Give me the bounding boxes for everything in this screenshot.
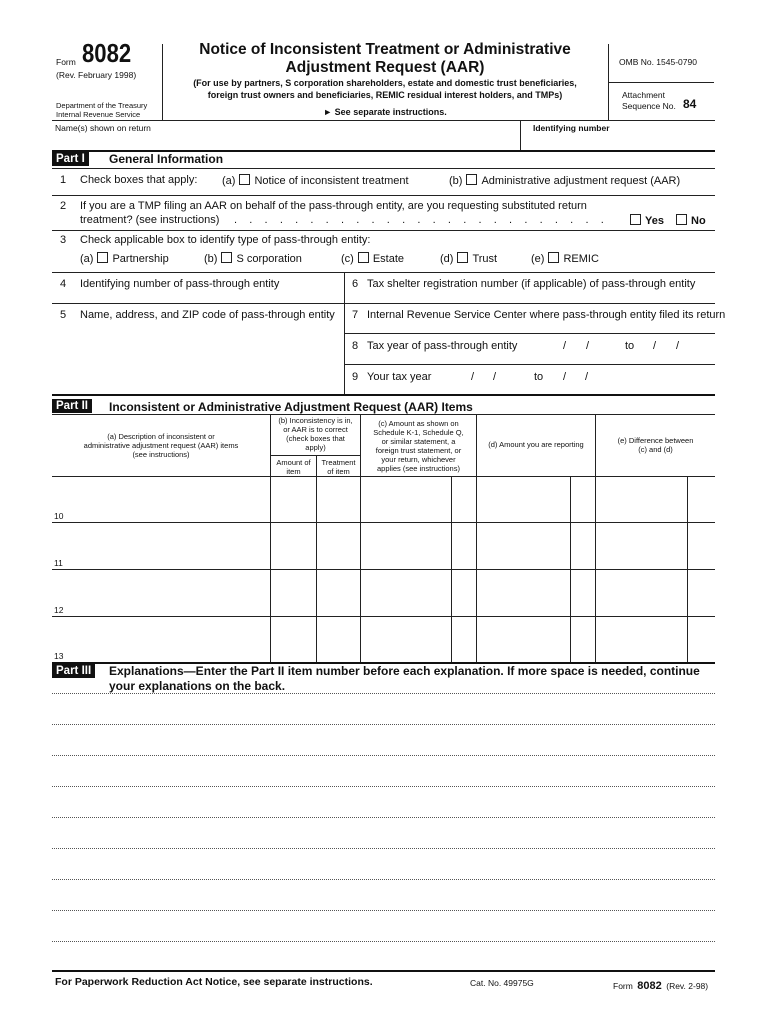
line3a-label: Partnership: [112, 253, 169, 265]
line1b-letter: (b): [449, 175, 463, 187]
part2-badge: Part II: [52, 399, 92, 413]
agency-line: Internal Revenue Service: [56, 110, 141, 119]
sequence-number: 84: [683, 97, 697, 111]
line9-date-separator: /: [585, 371, 589, 383]
explanation-line[interactable]: [52, 879, 715, 880]
col-b2-header: Treatment of item: [321, 458, 356, 476]
line1a-checkbox[interactable]: [239, 174, 250, 185]
attachment-label: Attachment: [622, 90, 665, 100]
line2-text2: treatment? (see instructions): [80, 214, 220, 226]
part1-badge: Part I: [52, 152, 89, 166]
col-c-header: (c) Amount as shown on Schedule K-1, Schedule Q, or similar statement, a foreign trust statement, or your return, whichever applies (see instructions): [373, 419, 464, 473]
names-input[interactable]: [54, 134, 516, 149]
line2-no-checkbox[interactable]: [676, 214, 687, 225]
line3-text: Check applicable box to identify type of pass-through entity:: [80, 234, 371, 246]
line1-text: Check boxes that apply:: [80, 174, 198, 186]
explanation-line[interactable]: [52, 941, 715, 942]
line2-number: 2: [60, 200, 67, 212]
line5-text: Name, address, and ZIP code of pass-through entity: [80, 309, 335, 321]
line8-date-separator: /: [586, 340, 590, 352]
row-number: 12: [54, 605, 64, 615]
line9-to: to: [534, 371, 544, 383]
line3c-label: Estate: [372, 253, 405, 265]
line1a-label: Notice of inconsistent treatment: [254, 175, 409, 187]
line1a-letter: (a): [222, 175, 236, 187]
omb-number: OMB No. 1545-0790: [619, 57, 697, 67]
line4-number: 4: [60, 278, 67, 290]
col-a-header: (a) Description of inconsistent or administrative adjustment request (AAR) items (see instructions): [83, 432, 239, 459]
line2-yes-label: Yes: [645, 215, 664, 227]
line3b-checkbox[interactable]: [221, 252, 232, 263]
line8-text: Tax year of pass-through entity: [367, 340, 518, 352]
line9-date-separator: /: [493, 371, 497, 383]
line9-number: 9: [352, 371, 359, 383]
explanation-line[interactable]: [52, 693, 715, 694]
paperwork-notice: For Paperwork Reduction Act Notice, see separate instructions.: [55, 976, 373, 988]
line3b-label: S corporation: [236, 253, 302, 265]
identifying-number-label: Identifying number: [533, 123, 610, 133]
line4-text: Identifying number of pass-through entity: [80, 278, 280, 290]
line5-number: 5: [60, 309, 67, 321]
line3-number: 3: [60, 234, 67, 246]
line3d-checkbox[interactable]: [457, 252, 468, 263]
see-instructions: ► See separate instructions.: [323, 107, 447, 117]
row10-description-input[interactable]: [70, 477, 268, 521]
line3a-checkbox[interactable]: [97, 252, 108, 263]
line1b-label: Administrative adjustment request (AAR): [481, 175, 681, 187]
line8-to: to: [625, 340, 635, 352]
line2-yes-checkbox[interactable]: [630, 214, 641, 225]
row-number: 11: [54, 558, 63, 568]
line3a-letter: (a): [80, 253, 94, 265]
form-title-line2: Adjustment Request (AAR): [285, 59, 485, 76]
line2-leader-dots: . . . . . . . . . . . . . . . . . . . . . . . . .: [234, 214, 604, 226]
footer-form-word: Form: [613, 981, 633, 991]
line1b-checkbox[interactable]: [466, 174, 477, 185]
form-title-line1: Notice of Inconsistent Treatment or Administrative: [199, 41, 571, 58]
form-word: Form: [56, 57, 76, 67]
part2-title: Inconsistent or Administrative Adjustment Request (AAR) Items: [109, 400, 473, 414]
row-number: 10: [54, 511, 64, 521]
part3-title-line1: Explanations—Enter the Part II item number before each explanation. If more space is needed, continue: [109, 664, 700, 678]
line2-no-label: No: [691, 215, 706, 227]
line3e-label: REMIC: [563, 253, 599, 265]
line2-text1: If you are a TMP filing an AAR on behalf of the pass-through entity, are you requesting substituted return: [80, 200, 587, 212]
row13-description-input[interactable]: [70, 617, 268, 661]
line9-date-separator: /: [563, 371, 567, 383]
line3b-letter: (b): [204, 253, 218, 265]
department-line: Department of the Treasury: [56, 101, 148, 110]
line8-date-separator: /: [676, 340, 680, 352]
line8-date-separator: /: [563, 340, 567, 352]
sequence-label: Sequence No.: [622, 101, 676, 111]
line3e-letter: (e): [531, 253, 545, 265]
line7-text: Internal Revenue Service Center where pass-through entity filed its return: [367, 309, 726, 321]
col-b-header: (b) Inconsistency is in, or AAR is to correct (check boxes that apply): [278, 416, 353, 452]
line3d-letter: (d): [440, 253, 454, 265]
explanation-line[interactable]: [52, 817, 715, 818]
col-e-header: (e) Difference between (c) and (d): [617, 436, 694, 454]
explanation-line[interactable]: [52, 755, 715, 756]
form-subtitle-line1: (For use by partners, S corporation shareholders, estate and domestic trust beneficiaries,: [193, 78, 577, 88]
line3c-checkbox[interactable]: [358, 252, 369, 263]
identifying-number-input[interactable]: [524, 134, 713, 149]
explanation-line[interactable]: [52, 786, 715, 787]
form-number: 8082: [82, 38, 132, 68]
catalog-number: Cat. No. 49975G: [470, 978, 534, 988]
names-label: Name(s) shown on return: [55, 123, 151, 133]
line9-date-separator: /: [471, 371, 475, 383]
line9-text: Your tax year: [367, 371, 432, 383]
row-number: 13: [54, 651, 64, 661]
line8-date-separator: /: [653, 340, 657, 352]
col-d-header: (d) Amount you are reporting: [488, 440, 584, 449]
part3-title-line2: your explanations on the back.: [109, 679, 286, 693]
footer-revision: (Rev. 2-98): [666, 981, 709, 991]
revision-date: (Rev. February 1998): [56, 70, 137, 80]
col-b1-header: Amount of item: [276, 458, 311, 476]
footer-form-number: 8082: [637, 980, 662, 992]
row11-description-input[interactable]: [70, 523, 268, 568]
part1-title: General Information: [109, 152, 224, 166]
line3d-label: Trust: [472, 253, 498, 265]
line6-text: Tax shelter registration number (if applicable) of pass-through entity: [367, 278, 696, 290]
line1-number: 1: [60, 174, 67, 186]
explanation-line[interactable]: [52, 848, 715, 849]
part3-badge: Part III: [52, 664, 95, 678]
row12-description-input[interactable]: [70, 570, 268, 615]
explanation-line[interactable]: [52, 910, 715, 911]
form-subtitle-line2: foreign trust owners and beneficiaries, REMIC residual interest holders, and TMPs): [207, 90, 563, 100]
line3e-checkbox[interactable]: [548, 252, 559, 263]
line7-number: 7: [352, 309, 359, 321]
line6-number: 6: [352, 278, 359, 290]
line8-number: 8: [352, 340, 359, 352]
line3c-letter: (c): [341, 253, 354, 265]
explanation-line[interactable]: [52, 724, 715, 725]
